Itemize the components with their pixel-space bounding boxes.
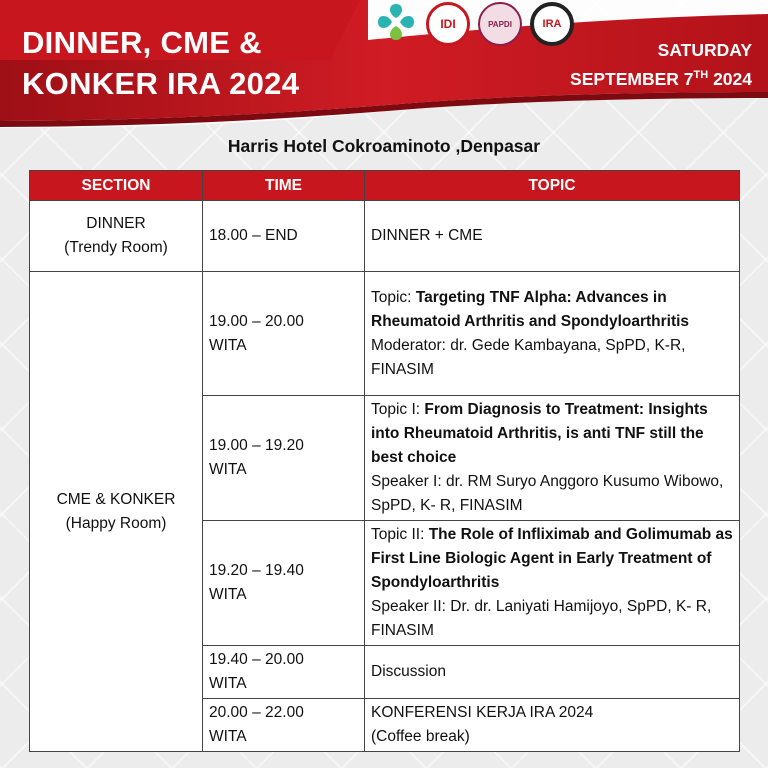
title-line-1: DINNER, CME & xyxy=(22,25,262,60)
time-cell: 20.00 – 22.00 WITA xyxy=(203,699,365,752)
topic-cell: Topic I: From Diagnosis to Treatment: Insights into Rheumatoid Arthritis, is anti TNF still the best choice Speaker I: dr. RM Suryo Anggoro Kusumo Wibowo, SpPD, K- R, FINASIM xyxy=(365,396,740,521)
table-header-row xyxy=(30,171,740,201)
header-time: TIME xyxy=(203,171,365,201)
header-topic: TOPIC xyxy=(365,171,740,201)
event-full-date: SEPTEMBER 7TH 2024 xyxy=(570,68,752,89)
idi-logo: IDI xyxy=(426,2,470,46)
section-cell-cme: CME & KONKER (Happy Room) xyxy=(30,272,203,752)
event-date xyxy=(570,38,752,92)
sponsor-logos xyxy=(374,0,574,48)
schedule-table xyxy=(29,170,740,752)
header-section: SECTION xyxy=(30,171,203,201)
section-cell-dinner: DINNER (Trendy Room) xyxy=(30,201,203,272)
topic-cell: Topic II: The Role of Infliximab and Golimumab as First Line Biologic Agent in Early Treatment of Spondyloarthritis Speaker II: Dr. dr. Laniyati Hamijoyo, SpPD, K- R, FINASIM xyxy=(365,521,740,646)
event-title xyxy=(22,22,299,104)
time-cell: 19.40 – 20.00 WITA xyxy=(203,646,365,699)
topic-cell: DINNER + CME xyxy=(365,201,740,272)
topic-cell: Discussion xyxy=(365,646,740,699)
table-row xyxy=(30,272,740,396)
time-cell: 19.20 – 19.40 WITA xyxy=(203,521,365,646)
header-banner xyxy=(0,0,768,135)
time-cell: 18.00 – END xyxy=(203,201,365,272)
time-cell: 19.00 – 20.00 WITA xyxy=(203,272,365,396)
venue-title: Harris Hotel Cokroaminoto ,Denpasar xyxy=(227,136,541,156)
papdi-logo: PAPDI xyxy=(478,2,522,46)
event-day: SATURDAY xyxy=(657,40,752,60)
kemenkes-logo xyxy=(374,2,418,46)
title-line-2: KONKER IRA 2024 xyxy=(22,66,300,101)
ira-logo: IRA xyxy=(530,2,574,46)
topic-cell: Topic: Targeting TNF Alpha: Advances in Rheumatoid Arthritis and Spondyloarthritis Moderator: dr. Gede Kambayana, SpPD, K-R, FINASIM xyxy=(365,272,740,396)
time-cell: 19.00 – 19.20 WITA xyxy=(203,396,365,521)
topic-cell: KONFERENSI KERJA IRA 2024 (Coffee break) xyxy=(365,699,740,752)
table-row xyxy=(30,201,740,272)
